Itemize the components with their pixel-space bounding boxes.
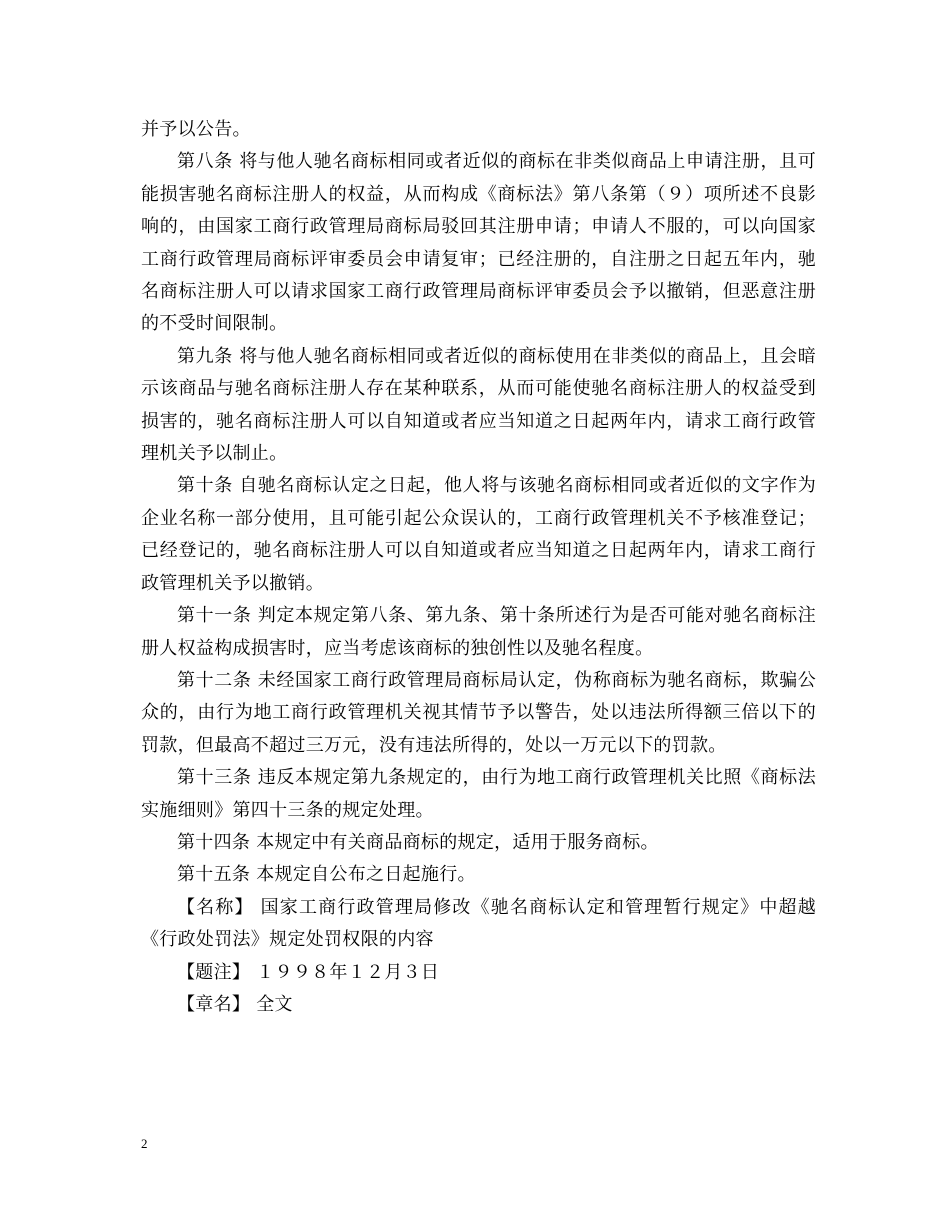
article-8: 第八条 将与他人驰名商标相同或者近似的商标在非类似商品上申请注册，且可能损害驰名商标注册人的权益，从而构成《商标法》第八条第（９）项所述不良影响的，由国家工商行政管理局商标局驳回其注册申请；申请人不服的，可以向国家工商行政管理局商标评审委员会申请复审；已经注册的，自注册之日起五年内，驰名商标注册人可以请求国家工商行政管理局商标评审委员会予以撤销，但恶意注册的不受时间限制。 xyxy=(141,151,816,335)
article-14: 第十四条 本规定中有关商品商标的规定，适用于服务商标。 xyxy=(177,831,659,853)
document-body xyxy=(141,114,816,1021)
meta-title: 【名称】 国家工商行政管理局修改《驰名商标认定和管理暂行规定》中超越《行政处罚法》规定处罚权限的内容 xyxy=(141,896,816,951)
article-10: 第十条 自驰名商标认定之日起，他人将与该驰名商标相同或者近似的文字作为企业名称一部分使用，且可能引起公众误认的，工商行政管理机关不予核准登记；已经登记的，驰名商标注册人可以自知道或者应当知道之日起两年内，请求工商行政管理机关予以撤销。 xyxy=(141,475,816,594)
article-13: 第十三条 违反本规定第九条规定的，由行为地工商行政管理机关比照《商标法实施细则》第四十三条的规定处理。 xyxy=(141,767,816,821)
meta-note: 【题注】 １９９８年１２月３日 xyxy=(177,961,440,983)
article-9: 第九条 将与他人驰名商标相同或者近似的商标使用在非类似的商品上，且会暗示该商品与驰名商标注册人存在某种联系，从而可能使驰名商标注册人的权益受到损害的，驰名商标注册人可以自知道或者应当知道之日起两年内，请求工商行政管理机关予以制止。 xyxy=(141,345,816,465)
article-11: 第十一条 判定本规定第八条、第九条、第十条所述行为是否可能对驰名商标注册人权益构成损害时，应当考虑该商标的独创性以及驰名程度。 xyxy=(141,605,816,659)
article-12: 第十二条 未经国家工商行政管理局商标局认定，伪称商标为驰名商标，欺骗公众的，由行为地工商行政管理机关视其情节予以警告，处以违法所得额三倍以下的罚款，但最高不超过三万元，没有违法所得的，处以一万元以下的罚款。 xyxy=(141,669,816,756)
page-number: 2 xyxy=(141,1136,148,1151)
meta-chapter: 【章名】 全文 xyxy=(177,993,293,1015)
article-15: 第十五条 本规定自公布之日起施行。 xyxy=(177,864,476,886)
paragraph-continuation: 并予以公告。 xyxy=(141,119,251,140)
